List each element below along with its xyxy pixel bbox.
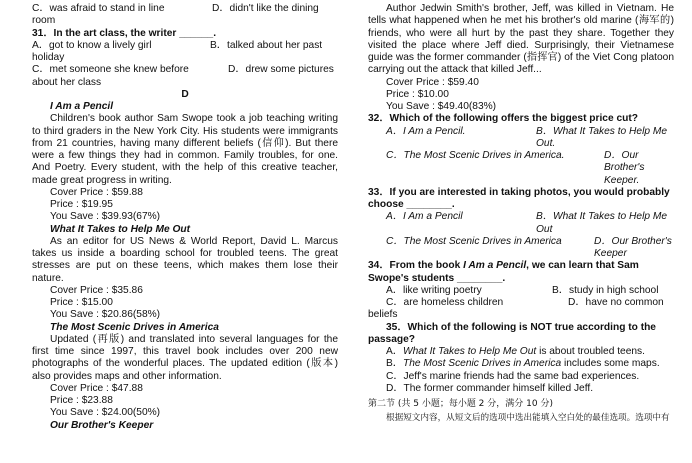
book1-description: Children's book author Sam Swope took a job teaching writing to third graders in the New York City. His students were immigrants from 21 countries, having many different beliefs (信仰). But there were a few things they had in common. Family troubles, for one. And Poetry. Every student, with the help of this creative teacher, made great progress in writing.	[32, 113, 338, 186]
q35-stem: 35．Which of the following is NOT true according to the passage?	[368, 321, 656, 345]
q34-options-row-ab	[368, 285, 674, 297]
q31-options-row-cd	[32, 64, 338, 76]
q32-options-row-cd	[368, 150, 674, 187]
book1-you-save: You Save : $39.93(67%)	[50, 211, 161, 223]
q35-option-d: D．The former commander himself killed Jeff.	[386, 382, 594, 394]
q32-stem: 32．Which of the following offers the biggest price cut?	[368, 113, 638, 125]
book4-description: Author Jedwin Smith's brother, Jeff, was killed in Vietnam. He tells what happened when he met his brother's old marine (海军的) friends, who were all hurt by the past they share. Together they visited the place where Jeff died. Surprisingly, their Vietnamese guide was the former commander (指挥官) of the Viet Cong platoon carrying out the attack that killed Jeff...	[368, 3, 674, 76]
q34-stem	[368, 260, 674, 285]
book3-price: Price : $23.88	[50, 395, 113, 406]
q34-option-c: C．are homeless children	[386, 297, 504, 308]
q30-option-d-continued: room	[32, 15, 56, 27]
book4-price: Price : $10.00	[386, 88, 449, 100]
q32-options-row-ab	[368, 126, 674, 151]
q34-option-b: B．study in high school	[552, 284, 659, 296]
q31-options-row-ab	[32, 40, 338, 52]
section2-heading: 第二节 (共 5 小题；每小题 2 分，满分 10 分)	[368, 399, 553, 409]
q35-option-a-rest: is about troubled teens.	[536, 346, 645, 357]
q34-option-d: D．have no common	[568, 297, 664, 308]
q35-option-b-rest: includes some maps.	[561, 358, 660, 370]
q34-stem-part-a: 34．From the book	[368, 260, 464, 272]
q33-option-d: D．Our Brother's Keeper	[594, 235, 672, 259]
book3-description: Updated (再版) and translated into several languages for the first time since 1997, this travel book includes over 200 new photographs of the wonderful places. The updated edition (版本) also provides maps and other information.	[32, 333, 338, 382]
book4-title: Our Brother's Keeper	[50, 419, 154, 431]
book3-cover-price: Cover Price : $47.88	[50, 382, 143, 394]
q30-option-c: C．was afraid to stand in line	[32, 3, 165, 14]
book1-price: Price : $19.95	[50, 199, 113, 210]
q34-option-a: A．like writing poetry	[386, 284, 482, 296]
q30-option-d: D．didn't like the dining	[212, 3, 319, 14]
q32-option-c: C．The Most Scenic Drives in America.	[386, 150, 565, 161]
q33-option-a: A．I Am a Pencil	[386, 211, 463, 223]
book3-title: The Most Scenic Drives in America	[50, 321, 219, 333]
q31-option-d: D．drew some pictures	[228, 64, 334, 76]
q31-option-b: B．talked about her past	[210, 39, 323, 51]
section-label: D	[181, 88, 189, 100]
q35-option-c: C．Jeff's marine friends had the same bad experiences.	[386, 370, 640, 382]
book2-price: Price : $15.00	[50, 297, 113, 308]
q34-stem-book-title: I Am a Pencil	[463, 260, 527, 272]
right-column	[368, 3, 674, 425]
q34-stem-part-b: , we can learn that Sam Swope's students ________.	[368, 260, 639, 284]
q31-option-a: A．got to know a lively girl	[32, 39, 152, 51]
q35-option-b: B．The Most Scenic Drives in America includes some maps.	[386, 358, 660, 370]
q34-options-row-cd	[368, 297, 674, 309]
section2-instructions: 根据短文内容，从短文后的选项中选出能填入空白处的最佳选项。选项中有	[386, 413, 670, 424]
book2-you-save: You Save : $20.86(58%)	[50, 309, 161, 321]
q33-option-c: C．The Most Scenic Drives in America	[386, 235, 562, 247]
q32-option-b: B．What It Takes to Help Me Out.	[536, 125, 667, 149]
q32-option-d: D．Our Brother's Keeper.	[604, 150, 645, 186]
q33-stem: 33．If you are interested in taking photos, you would probably choose ________.	[368, 186, 670, 210]
q31-stem: 31．In the art class, the writer ______.	[32, 27, 217, 39]
book4-you-save: You Save : $49.40(83%)	[386, 101, 497, 112]
left-column	[32, 3, 338, 432]
q33-options-row-ab	[368, 211, 674, 236]
q30-options-row-cd	[32, 3, 338, 15]
book2-title: What It Takes to Help Me Out	[50, 223, 190, 235]
q31-option-d-continued: about her class	[32, 76, 102, 88]
q35-option-a: A．What It Takes to Help Me Out is about troubled teens.	[386, 346, 645, 357]
book1-cover-price: Cover Price : $59.88	[50, 186, 143, 198]
book1-title: I Am a Pencil	[50, 101, 114, 112]
book4-cover-price: Cover Price : $59.40	[386, 76, 479, 88]
q35-option-a-title: What It Takes to Help Me Out	[402, 346, 537, 357]
q31-option-b-continued: holiday	[32, 52, 65, 63]
book2-description: As an editor for US News & World Report, David L. Marcus takes us inside a boarding school for troubled teens. The great stresses are put on these teens, which makes them lose their nature.	[32, 235, 338, 284]
book2-cover-price: Cover Price : $35.86	[50, 284, 143, 296]
q35-option-b-title: The Most Scenic Drives in America	[402, 358, 562, 370]
q34-option-d-continued: beliefs	[368, 309, 398, 321]
q32-option-a: A．I Am a Pencil.	[386, 125, 466, 137]
q33-options-row-cd	[368, 236, 674, 261]
q31-option-c: C．met someone she knew before	[32, 64, 189, 76]
q33-option-b: B．What It Takes to Help Me Out	[536, 211, 667, 235]
book3-you-save: You Save : $24.00(50%)	[50, 407, 161, 419]
